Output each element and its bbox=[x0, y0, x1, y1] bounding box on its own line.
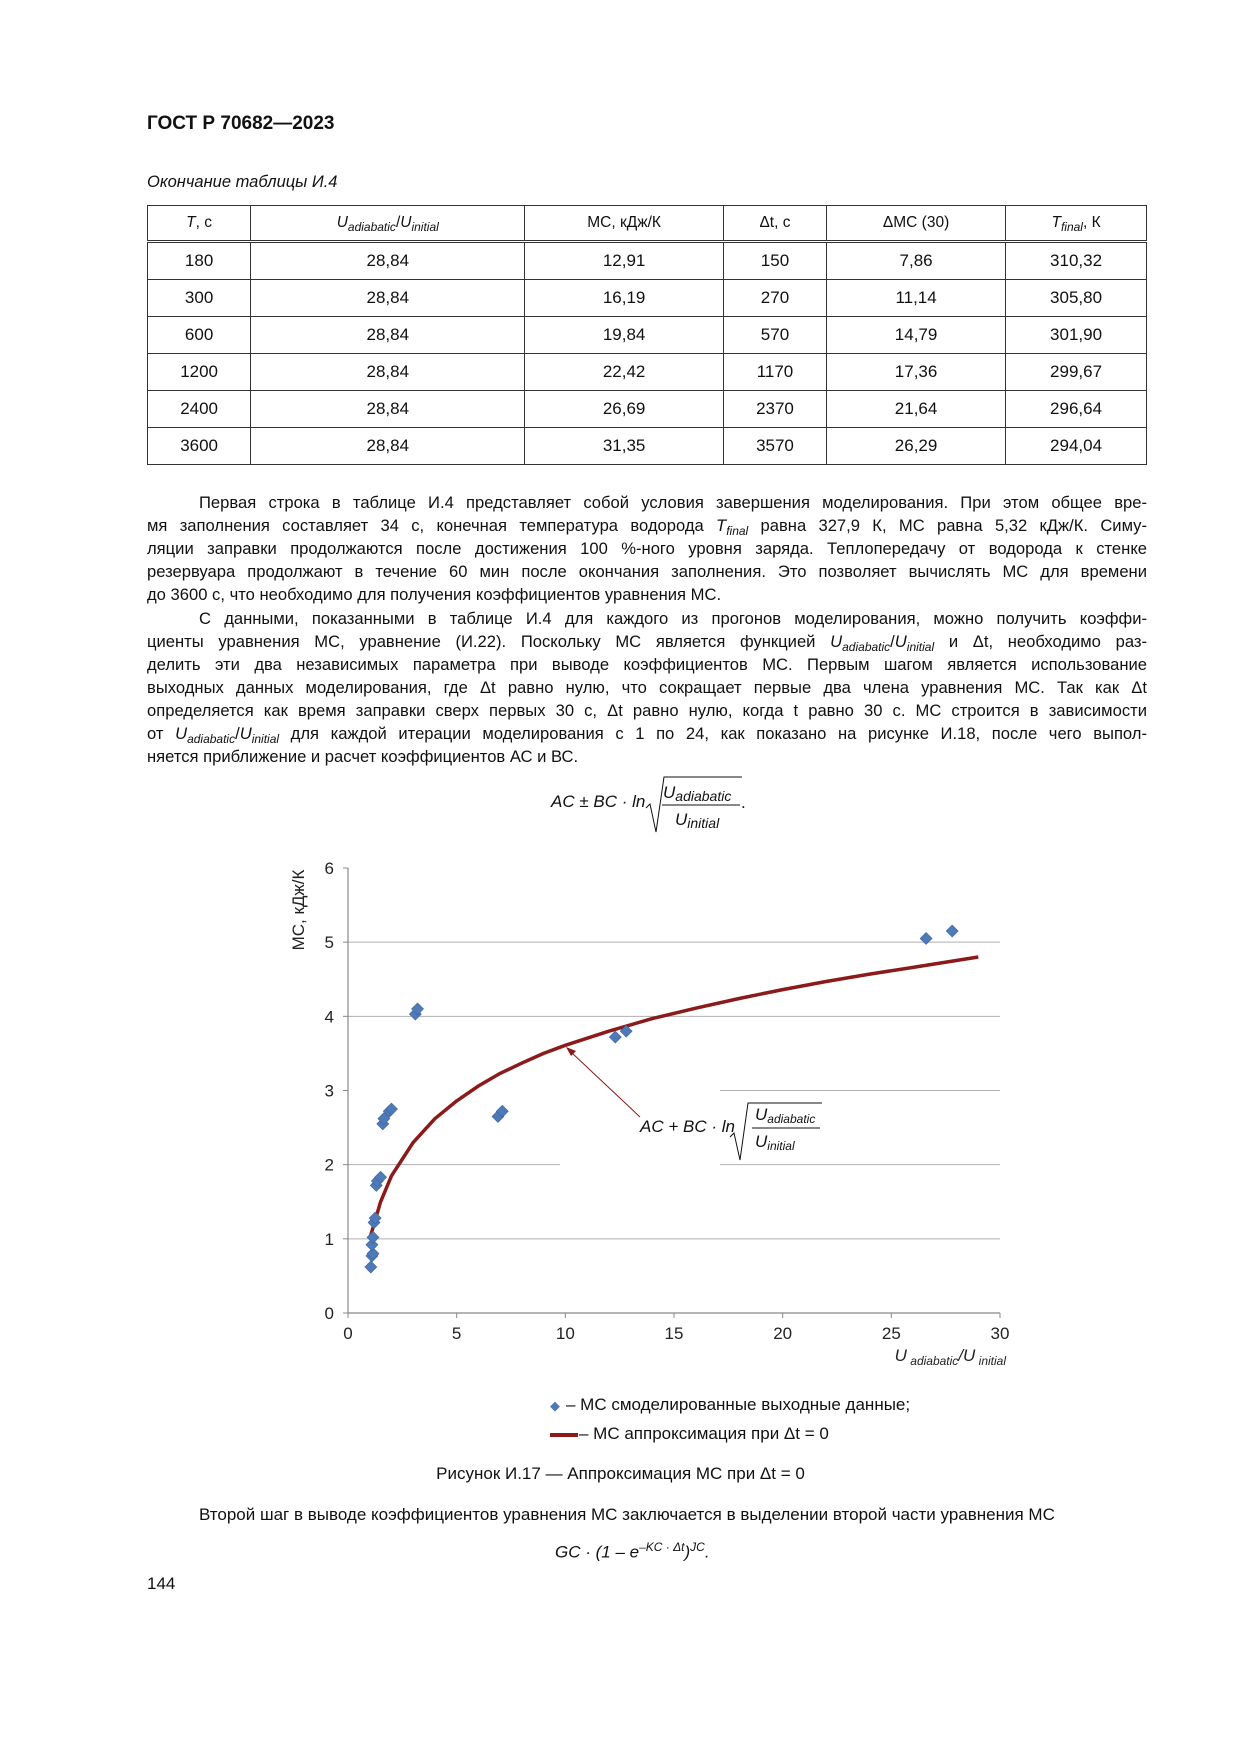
x-tick-label: 30 bbox=[990, 1324, 1010, 1343]
data-point bbox=[946, 925, 958, 937]
table-cell: 28,84 bbox=[251, 354, 525, 391]
paragraph-line: до 3600 с, что необходимо для получения коэффициентов уравнения МС. bbox=[147, 585, 722, 604]
legend-item-points: ◆ – МС смоделированные выходные данные; bbox=[550, 1395, 911, 1414]
table-cell: 310,32 bbox=[1006, 242, 1147, 280]
table-header-cell: МС, кДж/К bbox=[525, 206, 724, 242]
y-tick-label: 6 bbox=[324, 859, 334, 878]
table-cell: 2370 bbox=[723, 391, 826, 428]
x-tick-label: 25 bbox=[881, 1324, 901, 1343]
x-axis-label: U $_{adiabatic}$/U $_{initial}$ bbox=[894, 1346, 1006, 1368]
y-tick-label: 4 bbox=[324, 1007, 334, 1027]
table-cell: 28,84 bbox=[251, 242, 525, 280]
y-tick-label: 5 bbox=[324, 933, 334, 953]
table-cell: 26,29 bbox=[827, 428, 1006, 465]
annotation-arrowhead bbox=[566, 1047, 576, 1056]
table-cell: 28,84 bbox=[251, 428, 525, 465]
table-cell: 26,69 bbox=[525, 391, 724, 428]
paragraph-line: мя заполнения составляет 34 с, конечная температура водорода $T_{final}$ равна 327,9 К, МС равна 5,32 кДж/К. Симу- bbox=[147, 516, 1147, 538]
table-cell: 11,14 bbox=[827, 280, 1006, 317]
table-cell: 1170 bbox=[723, 354, 826, 391]
table-cell: 270 bbox=[723, 280, 826, 317]
data-point bbox=[609, 1031, 621, 1043]
table-cell: 1200 bbox=[148, 354, 251, 391]
table-header-cell: $U_{adiabatic}/U_{initial}$ bbox=[251, 206, 525, 242]
table-cell: 294,04 bbox=[1006, 428, 1147, 465]
y-axis-label: МС, кДж/К bbox=[289, 869, 308, 951]
table-cell: 600 bbox=[148, 317, 251, 354]
document-header: ГОСТ Р 70682—2023 bbox=[147, 113, 335, 134]
table-cell: 14,79 bbox=[827, 317, 1006, 354]
table-cell: 28,84 bbox=[251, 317, 525, 354]
y-tick-label: 3 bbox=[324, 1081, 334, 1101]
y-tick-label: 0 bbox=[324, 1304, 334, 1323]
annotation-denominator: Uinitial bbox=[755, 1132, 795, 1153]
table-cell: 150 bbox=[723, 242, 826, 280]
table-cell: 2400 bbox=[148, 391, 251, 428]
table-cell: 16,19 bbox=[525, 280, 724, 317]
formula-2: GC · $(1 - e^{-KC \cdot \Delta t})^{JC}$. bbox=[555, 1540, 710, 1562]
table-cell: 299,67 bbox=[1006, 354, 1147, 391]
paragraph-line: циенты уравнения МС, уравнение (И.22). Поскольку МС является функцией $U_{adiabatic}/U_{initial}$ и Δt, необходимо раз- bbox=[147, 632, 1148, 654]
paragraph-line: определяется как время заправки сверх первых 30 с, Δt равно нулю, когда t равно 30 с. МС строится в зависимости bbox=[147, 701, 1147, 720]
paragraph-line: резервуара продолжают в течение 60 мин после окончания заполнения. Это позволяет вычислять МС для времени bbox=[147, 562, 1147, 581]
annotation-lhs: AC + BC · ln bbox=[640, 1117, 735, 1136]
formula-1-denominator: Uinitial bbox=[675, 810, 720, 831]
table-header-cell: ΔМС (30) bbox=[827, 206, 1006, 242]
table-caption: Окончание таблицы И.4 bbox=[147, 173, 338, 191]
table-cell: 570 bbox=[723, 317, 826, 354]
page-number: 144 bbox=[147, 1574, 176, 1593]
paragraph-line: выходных данных моделирования, где Δt равно нулю, что сокращает первые два члена уравнения МС. Так как Δt bbox=[147, 678, 1147, 697]
paragraph-line: делить эти два независимых параметра при выводе коэффициентов МС. Первым шагом является использование bbox=[147, 655, 1147, 674]
table-cell: 180 bbox=[148, 242, 251, 280]
table-cell: 12,91 bbox=[525, 242, 724, 280]
figure-caption: Рисунок И.17 — Аппроксимация МС при Δt = 0 bbox=[436, 1464, 805, 1483]
formula-1-tail: . bbox=[741, 793, 746, 812]
paragraph-line: С данными, показанными в таблице И.4 для каждого из прогонов моделирования, можно получить коэффи- bbox=[199, 609, 1147, 628]
y-tick-label: 1 bbox=[324, 1229, 334, 1249]
formula-1-numerator: Uadiabatic bbox=[663, 783, 732, 804]
table-cell: 19,84 bbox=[525, 317, 724, 354]
table-header-cell: $T_{final}$, К bbox=[1006, 206, 1147, 242]
table-cell: 28,84 bbox=[251, 391, 525, 428]
table-cell: 17,36 bbox=[827, 354, 1006, 391]
x-tick-label: 10 bbox=[555, 1324, 575, 1343]
table-cell: 21,64 bbox=[827, 391, 1006, 428]
table-header-cell: Δt, с bbox=[723, 206, 826, 242]
table-cell: 305,80 bbox=[1006, 280, 1147, 317]
x-tick-label: 15 bbox=[664, 1324, 684, 1343]
formula-1-lhs: AC ± BC · ln bbox=[551, 792, 646, 811]
paragraph-line: ляции заправки продолжаются после достижения 100 %-ного уровня заряда. Теплопередачу от водорода к стенке bbox=[147, 539, 1147, 558]
paragraph-line: няется приближение и расчет коэффициентов АС и ВС. bbox=[147, 747, 579, 766]
annotation-arrow bbox=[572, 1053, 640, 1117]
table-header-cell: T, с bbox=[148, 206, 251, 242]
paragraph-line: Первая строка в таблице И.4 представляет собой условия завершения моделирования. При этом общее вре- bbox=[199, 493, 1147, 512]
annotation-numerator: Uadiabatic bbox=[755, 1105, 816, 1126]
table-cell: 3570 bbox=[723, 428, 826, 465]
table-cell: 301,90 bbox=[1006, 317, 1147, 354]
step2-paragraph: Второй шаг в выводе коэффициентов уравнения МС заключается в выделении второй части уравнения МС bbox=[199, 1505, 1055, 1524]
table-cell: 28,84 bbox=[251, 280, 525, 317]
table-cell: 300 bbox=[148, 280, 251, 317]
paragraph-line: от $U_{adiabatic}/U_{initial}$ для каждой итерации моделирования с 1 по 24, как показано на рисунке И.18, после чего выпол- bbox=[147, 724, 1147, 746]
table-cell: 3600 bbox=[148, 428, 251, 465]
table-cell: 7,86 bbox=[827, 242, 1006, 280]
x-tick-label: 5 bbox=[451, 1324, 462, 1343]
legend-item-curve: – МС аппроксимация при Δt = 0 bbox=[550, 1424, 829, 1444]
x-tick-label: 0 bbox=[343, 1324, 353, 1343]
table-cell: 22,42 bbox=[525, 354, 724, 391]
data-point bbox=[365, 1261, 377, 1273]
table-cell: 296,64 bbox=[1006, 391, 1147, 428]
y-tick-label: 2 bbox=[324, 1155, 334, 1175]
table-cell: 31,35 bbox=[525, 428, 724, 465]
x-tick-label: 20 bbox=[773, 1324, 793, 1343]
fit-curve bbox=[370, 957, 979, 1239]
